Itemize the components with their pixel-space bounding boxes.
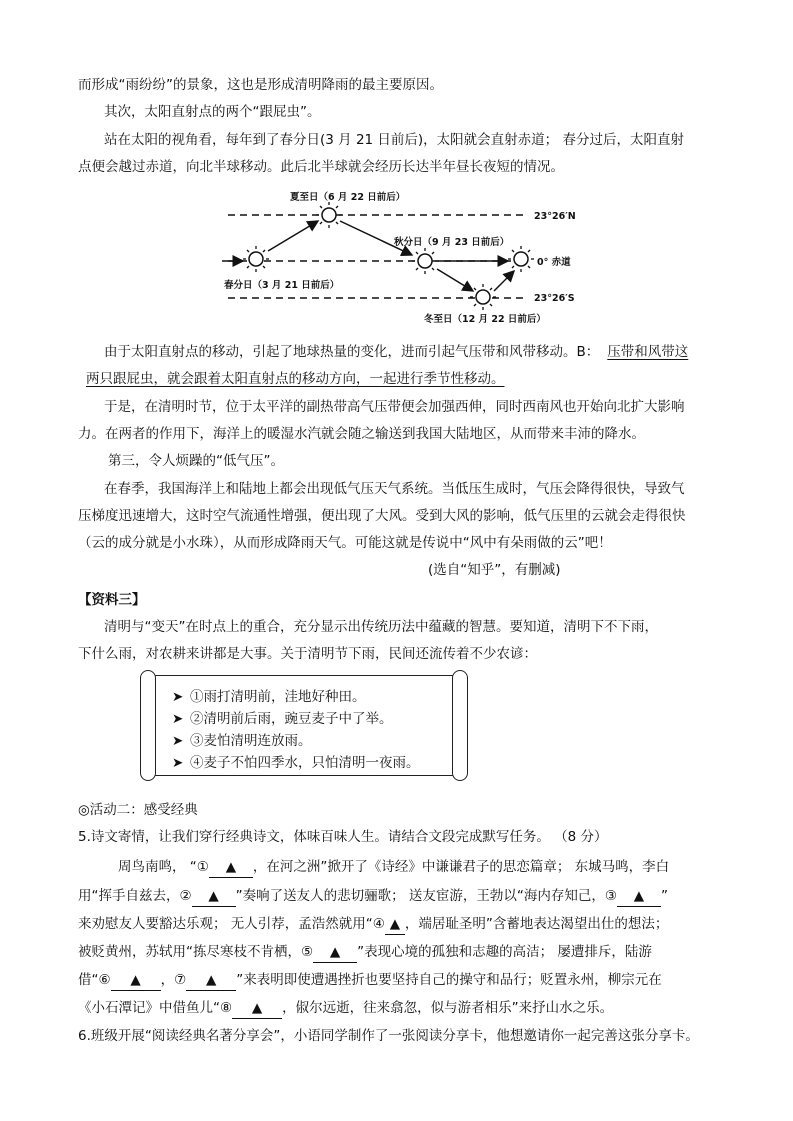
proverb-item: ➤ ①雨打清明前，洼地好种田。	[172, 689, 366, 705]
arrow-icon: ➤	[172, 711, 184, 727]
tropic-south-label: 23°26′S	[534, 293, 575, 304]
answer-underline: 压带和风带这	[607, 344, 689, 360]
paragraph-line: （云的成分就是小水珠），从而形成降雨天气。可能这就是传说中“风中有朵雨做的云”吧！	[78, 535, 612, 551]
tropic-north-label: 23°26′N	[534, 211, 576, 222]
answer-blank[interactable]: ▲	[313, 942, 357, 963]
section-heading: 第三，令人烦躁的“低气压”。	[108, 453, 284, 469]
path-arrow	[268, 221, 318, 251]
path-arrow	[437, 269, 473, 291]
paragraph-line	[104, 342, 688, 362]
answer-blank[interactable]: ▲	[232, 998, 282, 1019]
path-arrow	[494, 271, 514, 291]
winter-solstice-label: 冬至日（12 月 22 日前后）	[424, 314, 546, 325]
paragraph-line: 在春季，我国海洋上和陆地上都会出现低气压天气系统。当低压生成时，气压会降得很快，导致气	[104, 481, 685, 497]
sun-icon	[508, 246, 534, 272]
arrow-icon: ➤	[172, 733, 184, 749]
answer-underline: 两只跟屁虫，就会跟着太阳直射点的移动方向，一起进行季节性移动。	[86, 371, 505, 387]
answer-blank[interactable]: ▲	[192, 886, 236, 907]
paragraph-text: 由于太阳直射点的移动，引起了地球热量的变化，进而引起气压带和风带移动。B：	[104, 344, 600, 360]
question-title: 6.班级开展“阅读经典名著分享会”，小语同学制作了一张阅读分享卡，他想邀请你一起完善这张分享卡。	[78, 1028, 699, 1044]
question-title: 5.诗文寄情，让我们穿行经典诗文，体味百味人生。请结合文段完成默写任务。 （8 分）	[78, 829, 608, 845]
summer-solstice-label: 夏至日（6 月 22 日前后）	[290, 192, 406, 203]
equator-label: 0° 赤道	[537, 257, 571, 268]
answer-blank[interactable]: ▲	[209, 857, 253, 878]
source-note: (选自“知乎”，有删减)	[428, 562, 561, 578]
proverb-item: ➤ ②清明前后雨，豌豆麦子中了举。	[172, 711, 393, 727]
sun-icon	[470, 284, 496, 310]
paragraph-line: 点便会越过赤道，向北半球移动。此后北半球就会经历长达半年昼长夜短的情况。	[78, 159, 564, 175]
question-line: 《小石潭记》中借鱼儿“⑧ ▲ ，俶尔远逝，往来翕忽，似与游者相乐”来抒山水之乐。	[78, 998, 613, 1019]
material-heading: 【资料三】	[78, 592, 146, 608]
arrow-icon: ➤	[172, 689, 184, 705]
question-line: 周鸟南鸣， “① ▲ ，在河之洲”掀开了《诗经》中谦谦君子的思恋篇章； 东城马鸣，李白	[118, 857, 669, 878]
proverb-item: ➤ ③麦怕清明连放雨。	[172, 733, 312, 749]
answer-blank[interactable]: ▲	[186, 970, 236, 991]
sun-icon	[243, 246, 269, 272]
scroll-right-roll	[452, 670, 468, 781]
paragraph-line: 力。在两者的作用下，海洋上的暖湿水汽就会随之输送到我国大陆地区，从而带来丰沛的降水。	[78, 426, 645, 442]
paragraph-line: 于是，在清明时节，位于太平洋的副热带高气压带便会加强西伸，同时西南风也开始向北扩大影响	[104, 399, 685, 415]
question-line: 来劝慰友人要豁达乐观； 无人引荐，孟浩然就用“④ ▲ ，端居耻圣明”含蓄地表达渴望出仕的想法；	[78, 914, 668, 935]
proverb-item: ➤ ④麦子不怕四季水，只怕清明一夜雨。	[172, 755, 420, 771]
arrow-icon: ➤	[172, 755, 184, 771]
question-line: 借“⑥ ▲ ，⑦ ▲ ”来表明即使遭遇挫折也要坚持自己的操守和品行；贬置永州，柳宗元在	[78, 970, 662, 991]
answer-blank[interactable]: ▲	[385, 914, 405, 935]
activity-title: ◎活动二：感受经典	[78, 802, 198, 818]
question-line: 用“挥手自兹去，② ▲ ”奏响了送友人的悲切骊歌； 送友宦游，王勃以“海内存知己，③ ▲ ”	[78, 886, 668, 907]
paragraph-line: 下什么雨，对农耕来讲都是大事。关于清明节下雨，民间还流传着不少农谚：	[78, 646, 537, 662]
answer-blank[interactable]: ▲	[111, 970, 161, 991]
question-line: 被贬黄州，苏轼用“拣尽寒枝不肯栖，⑤ ▲ ”表现心境的孤独和志趣的高洁； 屡遭排斥，陆游	[78, 942, 652, 963]
section-heading: 其次，太阳直射点的两个“跟屁虫”。	[104, 104, 321, 120]
autumn-equinox-label: 秋分日（9 月 23 日前后）	[394, 237, 510, 248]
spring-equinox-label: 春分日（3 月 21 日前后）	[224, 280, 340, 291]
paragraph-line: 站在太阳的视角看，每年到了春分日(3 月 21 日前后)，太阳就会直射赤道； 春分过后，太阳直射	[104, 132, 684, 148]
scroll-left-roll	[140, 670, 156, 781]
paragraph-line: 而形成“雨纷纷”的景象，这也是形成清明降雨的最主要原因。	[78, 77, 443, 93]
paragraph-line: 清明与“变天”在时点上的重合，充分显示出传统历法中蕴藏的智慧。要知道，清明下不下雨，	[104, 619, 658, 635]
answer-blank[interactable]: ▲	[617, 886, 661, 907]
paragraph-line: 压梯度迅速增大，这时空气流通性增强，便出现了大风。受到大风的影响，低气压里的云就会走得很快	[78, 508, 686, 524]
sun-direct-point-diagram	[0, 185, 793, 335]
